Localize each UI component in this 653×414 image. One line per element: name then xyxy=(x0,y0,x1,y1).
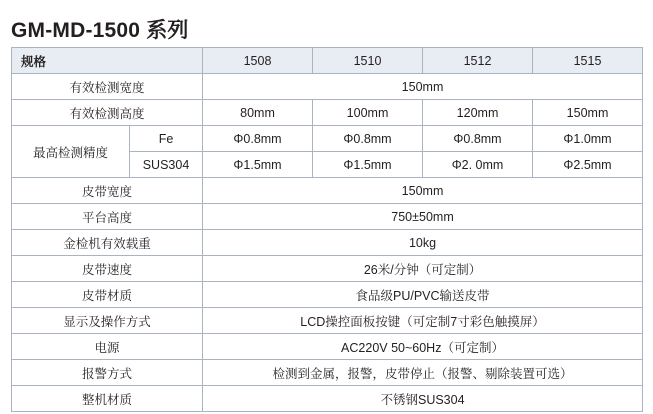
row-value: 100mm xyxy=(313,100,423,126)
page-title: GM-MD-1500 系列 xyxy=(11,19,189,42)
table-row xyxy=(12,308,643,334)
table-row xyxy=(12,360,643,386)
row-label: 皮带宽度 xyxy=(12,178,203,204)
row-label: 显示及操作方式 xyxy=(12,308,203,334)
row-value: 10kg xyxy=(203,230,643,256)
row-label: 有效检测宽度 xyxy=(12,74,203,100)
row-sublabel-fe: Fe xyxy=(130,126,203,152)
header-model-1510: 1510 xyxy=(313,48,423,74)
row-label: 平台高度 xyxy=(12,204,203,230)
row-value: 150mm xyxy=(203,178,643,204)
row-value: Φ0.8mm xyxy=(423,126,533,152)
row-label: 金检机有效载重 xyxy=(12,230,203,256)
table-body xyxy=(12,74,643,412)
table-row xyxy=(12,334,643,360)
row-value: 食品级PU/PVC输送皮带 xyxy=(203,282,643,308)
row-value: 80mm xyxy=(203,100,313,126)
row-label: 皮带速度 xyxy=(12,256,203,282)
row-value: 150mm xyxy=(533,100,643,126)
row-value: 检测到金属，报警，皮带停止（报警、剔除装置可选） xyxy=(203,360,643,386)
row-value: Φ2.5mm xyxy=(533,152,643,178)
header-model-1515: 1515 xyxy=(533,48,643,74)
table-row xyxy=(12,386,643,412)
table-row xyxy=(12,282,643,308)
row-value: Φ1.5mm xyxy=(313,152,423,178)
table-row xyxy=(12,204,643,230)
specification-table xyxy=(11,47,643,412)
row-value: 26米/分钟（可定制） xyxy=(203,256,643,282)
row-value: Φ0.8mm xyxy=(313,126,423,152)
table-row xyxy=(12,230,643,256)
row-value: AC220V 50~60Hz（可定制） xyxy=(203,334,643,360)
row-value: LCD操控面板按键（可定制7寸彩色触摸屏） xyxy=(203,308,643,334)
row-value: Φ1.0mm xyxy=(533,126,643,152)
row-label: 有效检测高度 xyxy=(12,100,203,126)
row-sublabel-sus304: SUS304 xyxy=(130,152,203,178)
row-label: 电源 xyxy=(12,334,203,360)
row-label: 皮带材质 xyxy=(12,282,203,308)
table-row xyxy=(12,100,643,126)
row-value: Φ2. 0mm xyxy=(423,152,533,178)
row-value: Φ0.8mm xyxy=(203,126,313,152)
row-label-accuracy: 最高检测精度 xyxy=(12,126,130,178)
table-row xyxy=(12,74,643,100)
table-row xyxy=(12,256,643,282)
row-value: 150mm xyxy=(203,74,643,100)
row-value: 750±50mm xyxy=(203,204,643,230)
row-label: 报警方式 xyxy=(12,360,203,386)
table-header-row xyxy=(12,48,643,74)
table-header xyxy=(12,48,643,74)
row-label: 整机材质 xyxy=(12,386,203,412)
row-value: 不锈钢SUS304 xyxy=(203,386,643,412)
header-model-1512: 1512 xyxy=(423,48,533,74)
header-spec-label: 规格 xyxy=(12,48,203,74)
row-value: 120mm xyxy=(423,100,533,126)
table-row xyxy=(12,126,643,152)
table-row xyxy=(12,178,643,204)
row-value: Φ1.5mm xyxy=(203,152,313,178)
header-model-1508: 1508 xyxy=(203,48,313,74)
